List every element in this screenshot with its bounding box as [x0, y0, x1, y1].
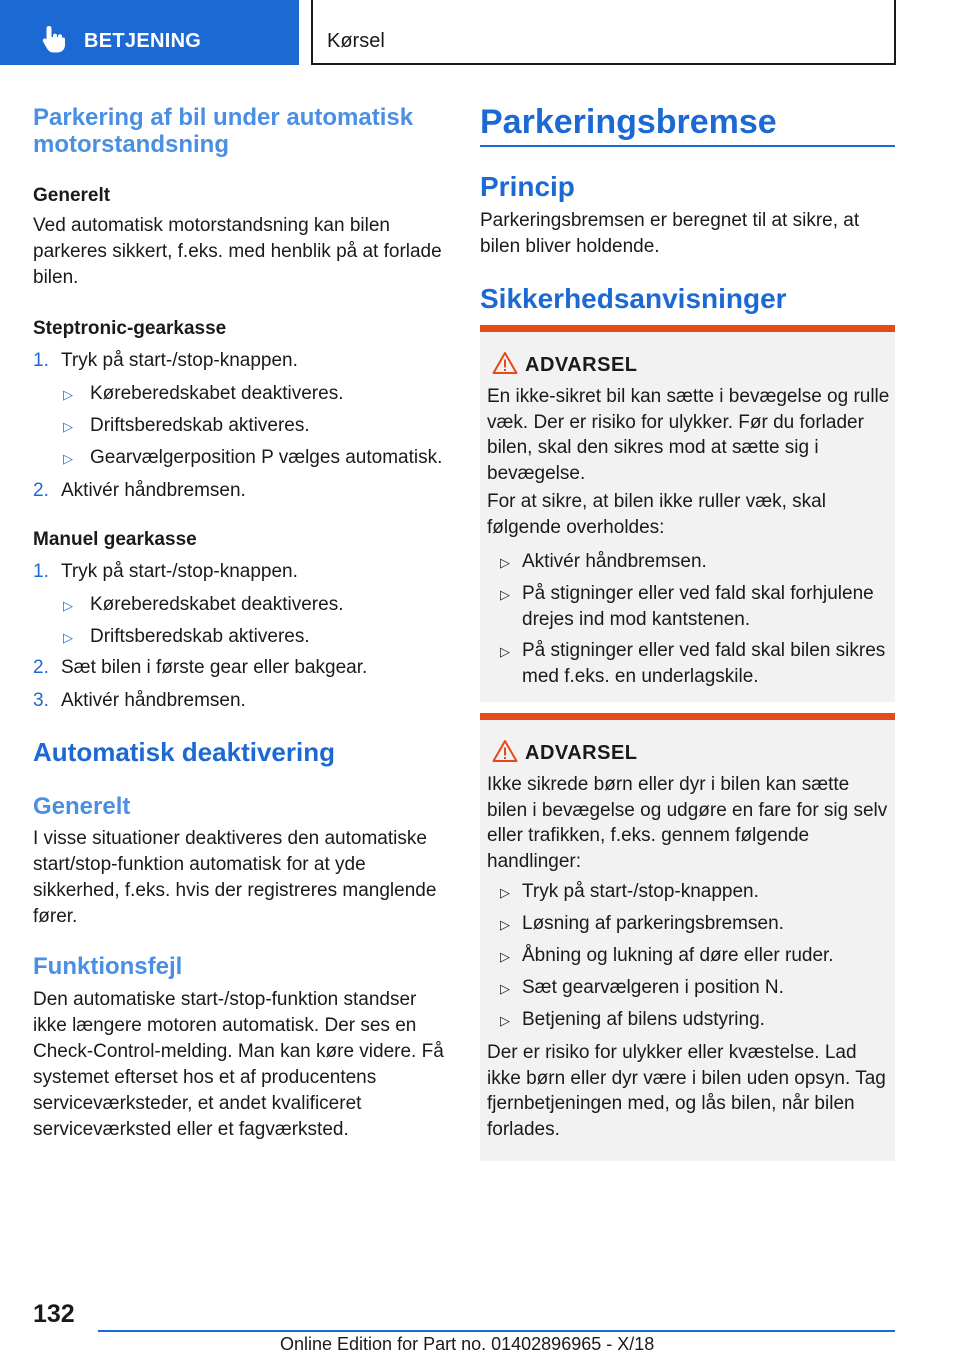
sub-step-text: Driftsberedskab aktiveres.: [90, 626, 310, 647]
step-text: Aktivér håndbremsen.: [61, 480, 246, 501]
triangle-right-icon: ▷: [500, 644, 510, 659]
heading-generelt-2: Generelt: [33, 793, 131, 820]
warning-list-item: På stigninger eller ved fald skal forhjulene drejes ind mod kantstenen.: [522, 583, 874, 630]
sub-step-text: Køreberedskabet deaktiveres.: [90, 383, 344, 404]
step-number: 2.: [33, 657, 49, 678]
page-number: 132: [33, 1300, 75, 1328]
header-section: [311, 0, 896, 65]
warning-list-item: Betjening af bilens udstyring.: [522, 1009, 765, 1030]
paragraph-funktionsfejl: Den automatiske start-/stop-funktion standser ikke længere motoren automatisk. Der ses en Check-Control-melding. Man kan køre videre. Få systemet efterset hos et af producentens serviceværksteder, et andet kvalificeret serviceværksted eller et fagværksted.: [33, 989, 444, 1140]
triangle-right-icon: ▷: [500, 587, 510, 602]
heading-rule: [480, 145, 895, 147]
step-text: Tryk på start-/stop-knappen.: [61, 350, 298, 371]
heading-manuel: Manuel gearkasse: [33, 529, 197, 550]
triangle-right-icon: ▷: [500, 949, 510, 964]
warning-bar: [480, 713, 895, 720]
warning-text: Ikke sikrede børn eller dyr i bilen kan sætte bilen i bevægelse og udgøre en fare for sig selv eller trafikken, f.eks. gennem følgende handlinger:: [487, 774, 888, 872]
heading-parkering: Parkering af bil under automatisk motorstandsning: [33, 104, 414, 158]
sub-step-text: Køreberedskabet deaktiveres.: [90, 594, 344, 615]
heading-funktionsfejl: Funktionsfejl: [33, 953, 183, 980]
paragraph-princip: Parkeringsbremsen er beregnet til at sikre, at bilen bliver holdende.: [480, 210, 860, 257]
heading-parkeringsbremse: Parkeringsbremse: [480, 103, 777, 141]
warning-box-2: [480, 713, 895, 1161]
step-text: Sæt bilen i første gear eller bakgear.: [61, 657, 368, 678]
warning-title: ADVARSEL: [525, 742, 638, 764]
warning-text: Der er risiko for ulykker eller kvæstelse. Lad ikke børn eller dyr være i bilen uden opsyn. Tag fjernbetjeningen med, og lås bilen, når bilen forlades.: [487, 1042, 886, 1140]
footer-rule: [98, 1330, 895, 1332]
header-tab[interactable]: [0, 0, 299, 65]
triangle-right-icon: ▷: [63, 419, 73, 434]
sub-step-text: Gearvælgerposition P vælges automatisk.: [90, 447, 443, 468]
warning-list-item: På stigninger eller ved fald skal bilen sikres med f.eks. en underlagskile.: [522, 640, 886, 687]
pointing-hand-icon: [38, 24, 68, 54]
heading-steptronic: Steptronic-gearkasse: [33, 318, 227, 339]
heading-automatisk-deaktivering: Automatisk deaktivering: [33, 737, 335, 767]
triangle-right-icon: ▷: [500, 885, 510, 900]
step-text: Aktivér håndbremsen.: [61, 690, 246, 711]
step-number: 3.: [33, 690, 49, 711]
sub-step-text: Driftsberedskab aktiveres.: [90, 415, 310, 436]
step-number: 2.: [33, 480, 49, 501]
warning-triangle-icon: [492, 739, 518, 763]
triangle-right-icon: ▷: [500, 555, 510, 570]
header-section-label: Kørsel: [327, 30, 385, 52]
triangle-right-icon: ▷: [63, 630, 73, 645]
warning-list-item: Løsning af parkeringsbremsen.: [522, 913, 784, 934]
triangle-right-icon: ▷: [63, 598, 73, 613]
warning-text: For at sikre, at bilen ikke ruller væk, skal følgende overholdes:: [487, 491, 826, 538]
paragraph-generelt: Ved automatisk motorstandsning kan bilen parkeres sikkert, f.eks. med henblik på at forlade bilen.: [33, 215, 442, 288]
paragraph-generelt-2: I visse situationer deaktiveres den automatiske start/stop-funktion automatisk for at yde sikkerhed, f.eks. hvis der registreres manglende fører.: [33, 828, 437, 927]
warning-list-item: Aktivér håndbremsen.: [522, 551, 707, 572]
triangle-right-icon: ▷: [63, 451, 73, 466]
header-tab-label: BETJENING: [84, 30, 202, 52]
triangle-right-icon: ▷: [500, 1013, 510, 1028]
warning-triangle-icon: [492, 351, 518, 375]
warning-box-1: [480, 325, 895, 702]
warning-text: En ikke-sikret bil kan sætte i bevægelse og rulle væk. Der er risiko for ulykker. Før du forlader bilen, skal den sikres mod at sætte sig i bevægelse.: [487, 386, 890, 484]
warning-list-item: Åbning og lukning af døre eller ruder.: [522, 945, 834, 966]
triangle-right-icon: ▷: [500, 981, 510, 996]
heading-sikkerhedsanvisninger: Sikkerhedsanvisninger: [480, 283, 787, 314]
step-text: Tryk på start-/stop-knappen.: [61, 561, 298, 582]
warning-bar: [480, 325, 895, 332]
footer-edition: Online Edition for Part no. 01402896965 - X/18: [280, 1334, 655, 1354]
heading-princip: Princip: [480, 171, 575, 202]
step-number: 1.: [33, 561, 49, 582]
warning-list-item: Sæt gearvælgeren i position N.: [522, 977, 784, 998]
step-number: 1.: [33, 350, 49, 371]
triangle-right-icon: ▷: [500, 917, 510, 932]
warning-title: ADVARSEL: [525, 354, 638, 376]
warning-list-item: Tryk på start-/stop-knappen.: [522, 881, 759, 902]
heading-generelt: Generelt: [33, 185, 111, 206]
triangle-right-icon: ▷: [63, 387, 73, 402]
